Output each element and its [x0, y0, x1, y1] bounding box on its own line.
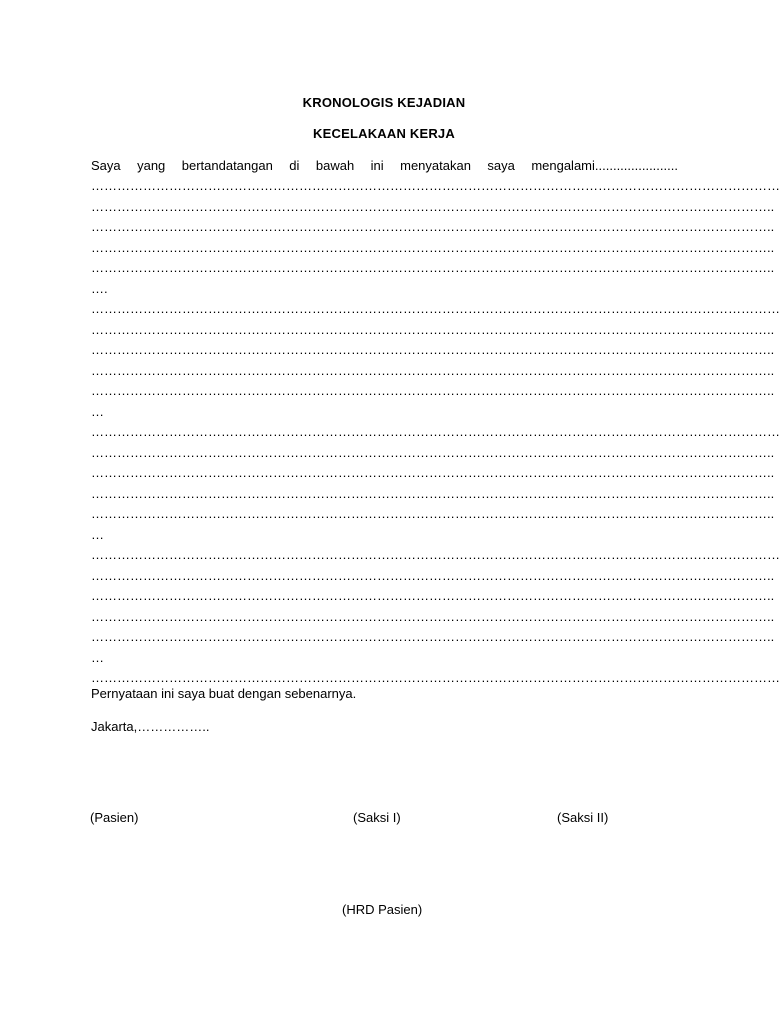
document-title: KRONOLOGIS KEJADIAN	[302, 95, 466, 110]
dotted-line: …………………………………………………………………………………………………………………………………………..	[91, 342, 775, 357]
dotted-line: …………………………………………………………………………………………………………………………………………..	[91, 567, 775, 583]
dotted-line: …………………………………………………………………………………………………………………………………………..	[91, 383, 775, 398]
dotted-line: ……………………………………………………………………………………………………………………………………………	[91, 547, 780, 562]
intro-word: di	[289, 158, 300, 173]
dotted-line: …………………………………………………………………………………………………………………………………………..	[91, 465, 775, 480]
dotted-line: …………………………………………………………………………………………………………………………………………..	[91, 608, 775, 624]
dotted-line: ….	[91, 280, 108, 296]
statement-text: Pernyataan ini saya buat dengan sebenarnya.	[91, 686, 357, 701]
dotted-line: …………………………………………………………………………………………………………………………………………..	[91, 629, 775, 644]
dotted-line: …………………………………………………………………………………………………………………………………………..	[91, 485, 775, 501]
dotted-line: ……………………………………………………………………………………………………………………………………………	[91, 178, 780, 193]
document-subtitle: KECELAKAAN KERJA	[313, 126, 455, 141]
dotted-line: ……………………………………………………………………………………………………………………………………………	[91, 424, 780, 439]
intro-paragraph	[91, 156, 678, 177]
dotted-line: ……………………………………………………………………………………………………………………………………………	[91, 301, 780, 316]
intro-word: yang	[137, 158, 166, 173]
dotted-line: …	[91, 403, 104, 419]
intro-line	[91, 156, 678, 177]
dotted-line: …	[91, 649, 104, 665]
dotted-fill-lines	[91, 176, 780, 689]
intro-word: saya	[487, 158, 515, 173]
signature-saksi-1: (Saksi I)	[353, 810, 401, 825]
intro-word: ini	[370, 158, 384, 173]
dotted-line: …………………………………………………………………………………………………………………………………………..	[91, 362, 775, 378]
dotted-line: ……………………………………………………………………………………………………………………………………………	[91, 670, 780, 685]
signature-pasien: (Pasien)	[90, 810, 139, 825]
intro-word: mengalami.......................	[531, 158, 678, 173]
dotted-line: …………………………………………………………………………………………………………………………………………..	[91, 321, 775, 337]
dotted-line: …………………………………………………………………………………………………………………………………………..	[91, 260, 775, 275]
place-date: Jakarta,……………..	[91, 719, 210, 734]
dotted-line: …………………………………………………………………………………………………………………………………………..	[91, 506, 775, 521]
signature-hrd: (HRD Pasien)	[342, 902, 423, 917]
dotted-line: …………………………………………………………………………………………………………………………………………..	[91, 588, 775, 603]
dotted-line: …	[91, 526, 104, 542]
intro-word: menyatakan	[400, 158, 471, 173]
signature-saksi-2: (Saksi II)	[557, 810, 609, 825]
dotted-line: …………………………………………………………………………………………………………………………………………..	[91, 219, 775, 234]
intro-word: bertandatangan	[181, 158, 273, 173]
dotted-line: …………………………………………………………………………………………………………………………………………..	[91, 444, 775, 460]
intro-word: Saya	[91, 158, 121, 173]
intro-word: bawah	[315, 158, 355, 173]
dotted-line: …………………………………………………………………………………………………………………………………………..	[91, 239, 775, 255]
dotted-line: …………………………………………………………………………………………………………………………………………..	[91, 198, 775, 214]
